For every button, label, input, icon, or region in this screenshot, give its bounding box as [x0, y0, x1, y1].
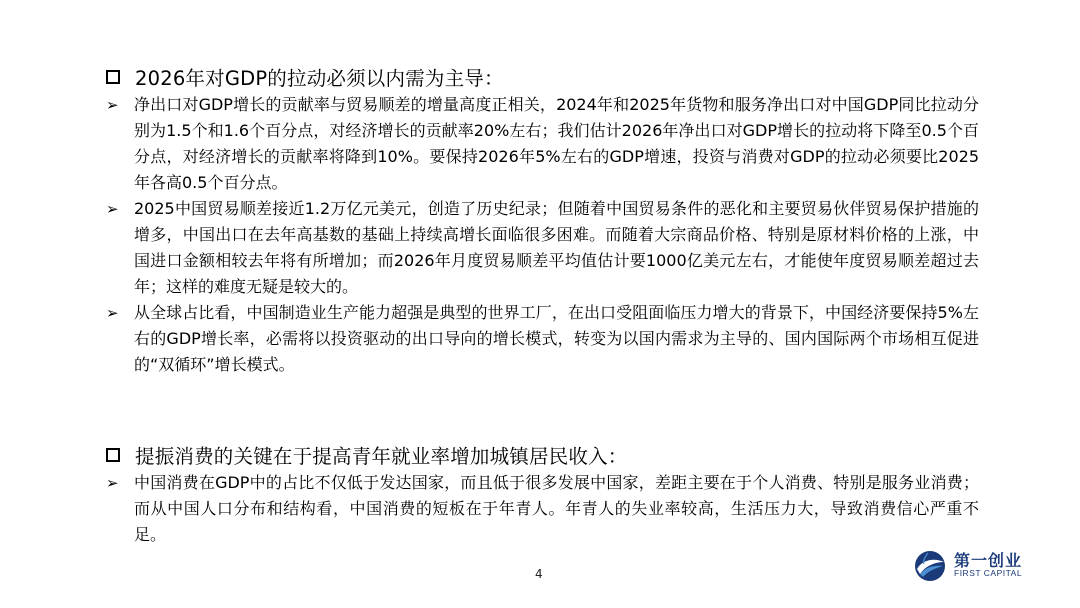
- bullet-item: [104, 300, 984, 378]
- bullet-list: [104, 92, 984, 378]
- bullet-item: [104, 196, 984, 300]
- section-consumption: [104, 440, 984, 548]
- section-gdp-domestic-demand: [104, 62, 984, 378]
- bullet-list: [104, 470, 984, 548]
- page-number: 4: [535, 567, 543, 581]
- bullet-text: 净出口对GDP增长的贡献率与贸易顺差的增量高度正相关，2024年和2025年货物和服务净出口对中国GDP同比拉动分别为1.5个和1.6个百分点，对经济增长的贡献率20%左右；我们估计2026年净出口对GDP增长的拉动将下降至0.5个百分点，对经济增长的贡献率将降到10%。要保持2026年5%左右的GDP增速，投资与消费对GDP的拉动必须要比2025年各高0.5个百分点。: [134, 95, 979, 192]
- square-bullet-icon: [106, 70, 120, 84]
- arrow-bullet-icon: ➢: [106, 304, 119, 322]
- bullet-item: [104, 470, 984, 548]
- logo-text-cn: 第一创业: [954, 551, 1023, 570]
- arrow-bullet-icon: ➢: [106, 200, 119, 218]
- section-heading: [104, 62, 984, 92]
- bullet-text: 2025中国贸易顺差接近1.2万亿元美元，创造了历史纪录；但随着中国贸易条件的恶化和主要贸易伙伴贸易保护措施的增多，中国出口在去年高基数的基础上持续高增长面临很多困难。而随着大宗商品价格、特别是原材料价格的上涨，中国进口金额相较去年将有所增加；而2026年月度贸易顺差平均值估计要1000亿美元左右，才能使年度贸易顺差超过去年；这样的难度无疑是较大的。: [134, 199, 979, 296]
- arrow-bullet-icon: ➢: [106, 474, 119, 492]
- square-bullet-icon: [106, 448, 120, 462]
- section-heading-text: 2026年对GDP的拉动必须以内需为主导：: [135, 67, 504, 90]
- bullet-text: 从全球占比看，中国制造业生产能力超强是典型的世界工厂，在出口受阻面临压力增大的背景下，中国经济要保持5%左右的GDP增长率，必需将以投资驱动的出口导向的增长模式，转变为以国内需求为主导的、国内国际两个市场相互促进的“双循环”增长模式。: [134, 303, 979, 374]
- arrow-bullet-icon: ➢: [106, 96, 119, 114]
- logo-text-en: FIRST CAPITAL: [954, 568, 1023, 578]
- company-logo: [914, 548, 1034, 582]
- section-heading: [104, 440, 984, 470]
- bullet-text: 中国消费在GDP中的占比不仅低于发达国家，而且低于很多发展中国家，差距主要在于个人消费、特别是服务业消费；而从中国人口分布和结构看，中国消费的短板在于年青人。年青人的失业率较高，生活压力大，导致消费信心严重不足。: [134, 473, 979, 544]
- section-heading-text: 提振消费的关键在于提高青年就业率增加城镇居民收入：: [135, 445, 628, 468]
- globe-icon: [914, 550, 946, 582]
- bullet-item: [104, 92, 984, 196]
